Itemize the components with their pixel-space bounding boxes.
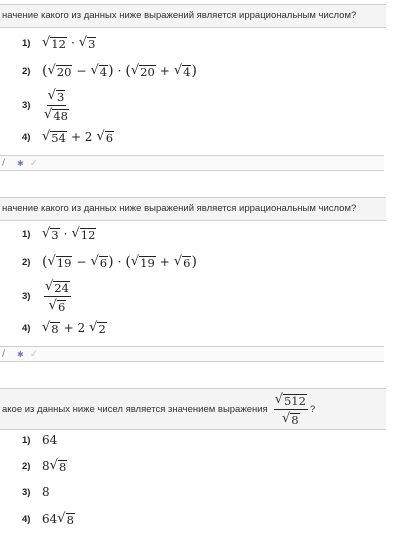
math-expression: √ 3 · √ 12 bbox=[42, 225, 96, 242]
math-expression: 8 √ 8 bbox=[42, 457, 67, 474]
question-2-footer bbox=[0, 346, 384, 362]
math-expression: √ 12 · √ 3 bbox=[42, 34, 96, 51]
question-2-text: начение какого из данных ниже выражений является иррациональным числом? bbox=[0, 197, 386, 221]
q1-option-1[interactable] bbox=[22, 30, 96, 56]
footer-slash: / bbox=[2, 158, 6, 168]
option-number: 3) bbox=[22, 99, 31, 111]
q3-option-4[interactable] bbox=[22, 506, 75, 532]
q1-option-4[interactable] bbox=[22, 124, 114, 150]
math-fraction: √ 24 √ 6 bbox=[45, 278, 69, 314]
math-fraction: √ 512 √ 8 bbox=[274, 391, 306, 427]
question-1-text: начение какого из данных ниже выражений является иррациональным числом? bbox=[0, 4, 386, 28]
question-1-footer bbox=[0, 155, 384, 171]
option-number: 2) bbox=[22, 65, 31, 77]
question-mark: ? bbox=[309, 403, 316, 415]
option-number: 4) bbox=[22, 131, 31, 143]
q1-option-3[interactable] bbox=[22, 88, 71, 122]
option-number: 2) bbox=[22, 256, 31, 268]
option-number: 2) bbox=[22, 460, 31, 472]
q3-option-1[interactable] bbox=[22, 427, 57, 453]
math-expression: ( √ 20 − √ 4 ) · ( √ 20 + √ 4 ) bbox=[42, 62, 197, 79]
option-number: 3) bbox=[22, 290, 31, 302]
option-number: 4) bbox=[22, 322, 31, 334]
q3-option-3[interactable] bbox=[22, 479, 50, 505]
q1-option-2[interactable] bbox=[22, 58, 197, 84]
math-expression: 64 bbox=[42, 433, 58, 447]
option-number: 3) bbox=[22, 486, 31, 498]
check-icon[interactable]: ✓ bbox=[29, 157, 39, 169]
q2-option-4[interactable] bbox=[22, 315, 107, 341]
math-expression: 64 √ 8 bbox=[42, 510, 74, 527]
math-expression: √ 54 + 2 √ 6 bbox=[42, 128, 114, 145]
math-expression: ( √ 19 − √ 6 ) · ( √ 19 + √ 6 ) bbox=[42, 253, 197, 270]
option-number: 1) bbox=[22, 434, 31, 446]
math-expression: √ 8 + 2 √ 2 bbox=[42, 319, 106, 336]
option-number: 1) bbox=[22, 37, 31, 49]
footer-slash: / bbox=[2, 349, 6, 359]
math-expression: 8 bbox=[42, 485, 50, 499]
math-fraction: √ 3 √ 48 bbox=[44, 87, 68, 123]
question-3-header bbox=[0, 388, 386, 430]
gear-icon[interactable]: ✱ bbox=[17, 349, 24, 359]
check-icon[interactable]: ✓ bbox=[29, 348, 39, 360]
question-3-text: акое из данных ниже чисел является значением выражения bbox=[2, 403, 268, 415]
q2-option-2[interactable] bbox=[22, 249, 197, 275]
gear-icon[interactable]: ✱ bbox=[17, 158, 24, 168]
q2-option-1[interactable] bbox=[22, 221, 96, 247]
q2-option-3[interactable] bbox=[22, 279, 73, 313]
option-number: 1) bbox=[22, 228, 31, 240]
q3-option-2[interactable] bbox=[22, 453, 67, 479]
option-number: 4) bbox=[22, 513, 31, 525]
